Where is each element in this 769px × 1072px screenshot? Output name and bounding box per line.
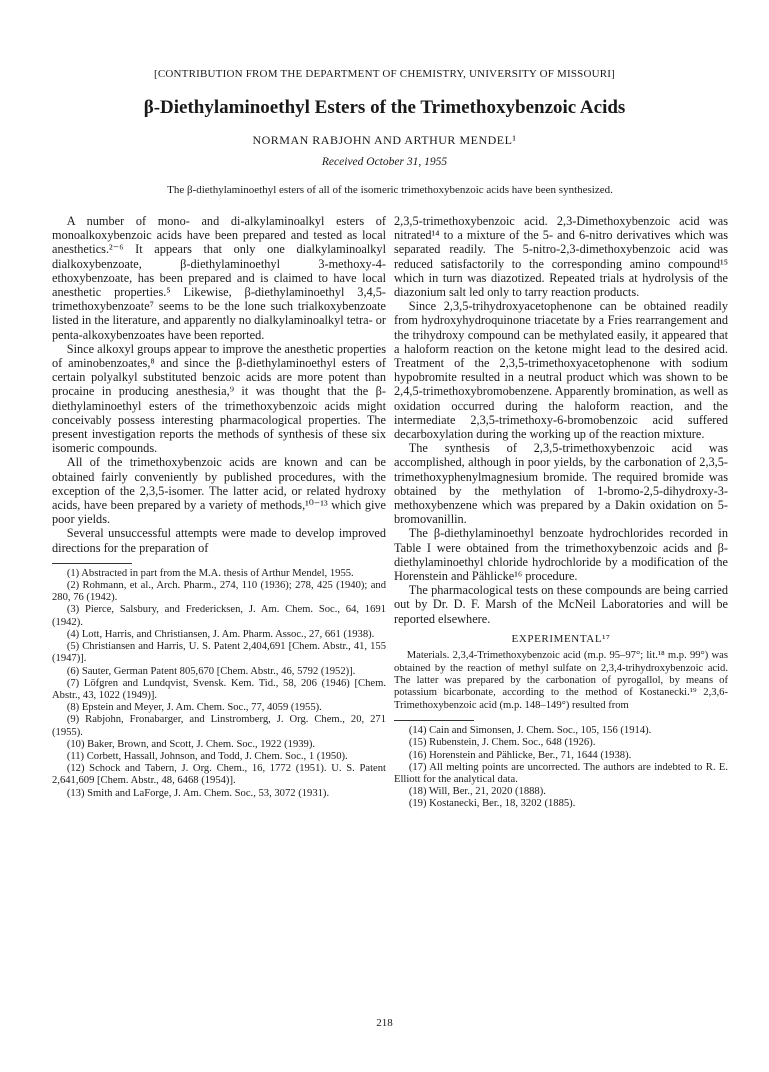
footnote: (9) Rabjohn, Fronabarger, and Linstromberg, J. Org. Chem., 20, 271 (1955). [52, 714, 386, 738]
paragraph: Several unsuccessful attempts were made to develop improved directions for the preparation of [52, 526, 386, 555]
footnote: (11) Corbett, Hassall, Johnson, and Todd, J. Chem. Soc., 1 (1950). [66, 750, 348, 762]
footnote: (14) Cain and Simonsen, J. Chem. Soc., 105, 156 (1914). [408, 725, 652, 737]
footnote: (12) Schock and Tabern, J. Org. Chem., 16, 1772 (1951). U. S. Patent 2,641,609 [Chem. Abstr., 48, 6468 (1954)]. [52, 763, 386, 787]
abstract: The β-diethylaminoethyl esters of all of the isomeric trimethoxybenzoic acids have been synthesized. [167, 184, 613, 196]
footnote: (1) Abstracted in part from the M.A. thesis of Arthur Mendel, 1955. [66, 567, 354, 579]
experimental-section [394, 650, 728, 712]
footnote: (3) Pierce, Salsbury, and Fredericksen, J. Am. Chem. Soc., 64, 1691 (1942). [52, 604, 386, 628]
paragraph: Since alkoxyl groups appear to improve the anesthetic properties of aminobenzoates,⁸ and since the β-diethylaminoethyl esters of certain polyalkyl substituted benzoic acids are more potent than procaine in producing anesthesia,⁹ it was thought that the β-diethylaminoethyl esters of the trimethoxybenzoic acids might conceivably possess interesting pharmacological properties. The present investigation reports the methods of synthesis of these six isomeric compounds. [52, 341, 386, 456]
footnote: (8) Epstein and Meyer, J. Am. Chem. Soc., 77, 4059 (1955). [66, 702, 322, 714]
experimental-paragraph: Materials. 2,3,4-Trimethoxybenzoic acid (m.p. 95–97°; lit.¹⁸ m.p. 99°) was obtained by the reaction of methyl sulfate on 2,3,4-trihydroxybenzoic acid. The latter was prepared by the carbonation of pyrogallol, by means of potassium bicarbonate, according to the method of Kostanecki.¹⁹ 2,3,6-Trimethoxybenzoic acid (m.p. 148–149°) resulted from [394, 650, 728, 711]
footnote-rule [394, 720, 474, 721]
paragraph: 2,3,5-trimethoxybenzoic acid. 2,3-Dimethoxybenzoic acid was nitrated¹⁴ to a mixture of the 5- and 6-nitro derivatives which was separated readily. The 5-nitro-2,3-dimethoxybenzoic acid was reduced satisfactorily to the corresponding amino compound¹⁵ which in turn was diazotized. Repeated trials at hydrolysis of the diazonium salt led only to tarry reaction products. [394, 214, 728, 300]
page-number: 218 [376, 1017, 393, 1029]
footnote: (2) Rohmann, et al., Arch. Pharm., 274, 110 (1936); 278, 425 (1940); and 280, 76 (1942). [52, 580, 386, 604]
paragraph: The β-diethylaminoethyl benzoate hydrochlorides recorded in Table I were obtained from the trimethoxybenzoic acids and β-diethylaminoethyl chloride hydrochloride by a modification of the Horenstein and Pählicke¹⁶ procedure. [394, 526, 728, 584]
paragraph: The pharmacological tests on these compounds are being carried out by Dr. D. F. Marsh of the McNeil Laboratories and will be reported elsewhere. [394, 583, 728, 626]
left-column [52, 214, 386, 800]
footnote: (13) Smith and LaForge, J. Am. Chem. Soc., 53, 3072 (1931). [66, 787, 330, 799]
footnote: (15) Rubenstein, J. Chem. Soc., 648 (1926). [408, 737, 596, 749]
footnote: (10) Baker, Brown, and Scott, J. Chem. Soc., 1922 (1939). [66, 738, 316, 750]
footnote: (4) Lott, Harris, and Christiansen, J. Am. Pharm. Assoc., 27, 661 (1938). [66, 628, 375, 640]
left-body [52, 214, 386, 555]
left-footnotes [52, 568, 386, 800]
footnote: (6) Sauter, German Patent 805,670 [Chem. Abstr., 46, 5792 (1952)]. [66, 665, 356, 677]
footnote: (16) Horenstein and Pählicke, Ber., 71, 1644 (1938). [408, 749, 632, 761]
paragraph: A number of mono- and di-alkylaminoalkyl esters of monoalkoxybenzoic acids have been prepared and tested as local anesthetics.²⁻⁶ It appears that only one dialkylaminoalkyl dialkoxybenzoate, β-diethylaminoethyl 3-methoxy-4-ethoxybenzoate, has been prepared and is claimed to have local anesthetic properties.⁵ Likewise, β-diethylaminoethyl 3,4,5-trimethoxybenzoate⁷ seems to be the lone such trialkoxybenzoate listed in the literature, and apparently no dialkylaminoalkyl tetra- or penta-alkoxybenzoates have been reported. [52, 214, 386, 342]
paragraph: The synthesis of 2,3,5-trimethoxybenzoic acid was accomplished, although in poor yields, by the carbonation of 2,3,5-trimethoxyphenylmagnesium bromide. The required bromide was obtained by the methylation of 1-bromo-2,5-dihydroxy-3-methoxybenzene which was prepared by a Dakin oxidation on 5-bromovanillin. [394, 441, 728, 527]
department-line: [CONTRIBUTION FROM THE DEPARTMENT OF CHEMISTRY, UNIVERSITY OF MISSOURI] [153, 68, 616, 80]
authors-line: NORMAN RABJOHN AND ARTHUR MENDEL¹ [252, 133, 517, 147]
paragraph: All of the trimethoxybenzoic acids are known and can be obtained fairly conveniently by published procedures, with the exception of the 2,3,5-isomer. The latter acid, or related hydroxy acids, have been prepared by a variety of methods,¹⁰⁻¹³ which give poor yields. [52, 455, 386, 527]
experimental-heading: EXPERIMENTAL¹⁷ [511, 632, 611, 645]
footnote-rule [52, 563, 132, 564]
received-date: Received October 31, 1955 [321, 156, 448, 168]
right-column [394, 214, 728, 811]
footnote: (17) All melting points are uncorrected. The authors are indebted to R. E. Elliott for the analytical data. [394, 761, 728, 785]
footnote: (7) Löfgren and Lundqvist, Svensk. Kem. Tid., 58, 206 (1946) [Chem. Abstr., 43, 1022 (1949)]. [52, 677, 386, 701]
footnote: (19) Kostanecki, Ber., 18, 3202 (1885). [408, 798, 576, 810]
right-footnotes [394, 725, 728, 810]
footnote: (5) Christiansen and Harris, U. S. Patent 2,404,691 [Chem. Abstr., 41, 155 (1947)]. [52, 641, 386, 665]
footnote: (18) Will, Ber., 21, 2020 (1888). [408, 786, 546, 798]
article-title: β-Diethylaminoethyl Esters of the Trimethoxybenzoic Acids [143, 97, 626, 118]
right-body [394, 214, 728, 626]
paragraph: Since 2,3,5-trihydroxyacetophenone can be obtained readily from hydroxyhydroquinone triacetate by a Fries rearrangement and the trihydroxy compound can be methylated easily, it appeared that a haloform reaction on the ketone might lead to the desired acid. Treatment of the 2,3,5-trimethoxyacetophenone with sodium hypobromite resulted in a neutral product which was shown to be 2,4,5-trimethoxybromobenzene. Apparently bromination, as well as oxidation occurred during the haloform reaction, and the intermediate 2,3,5-trimethoxy-6-bromobenzoic acid suffered decarboxylation during the working up of the reaction mixture. [394, 299, 728, 442]
